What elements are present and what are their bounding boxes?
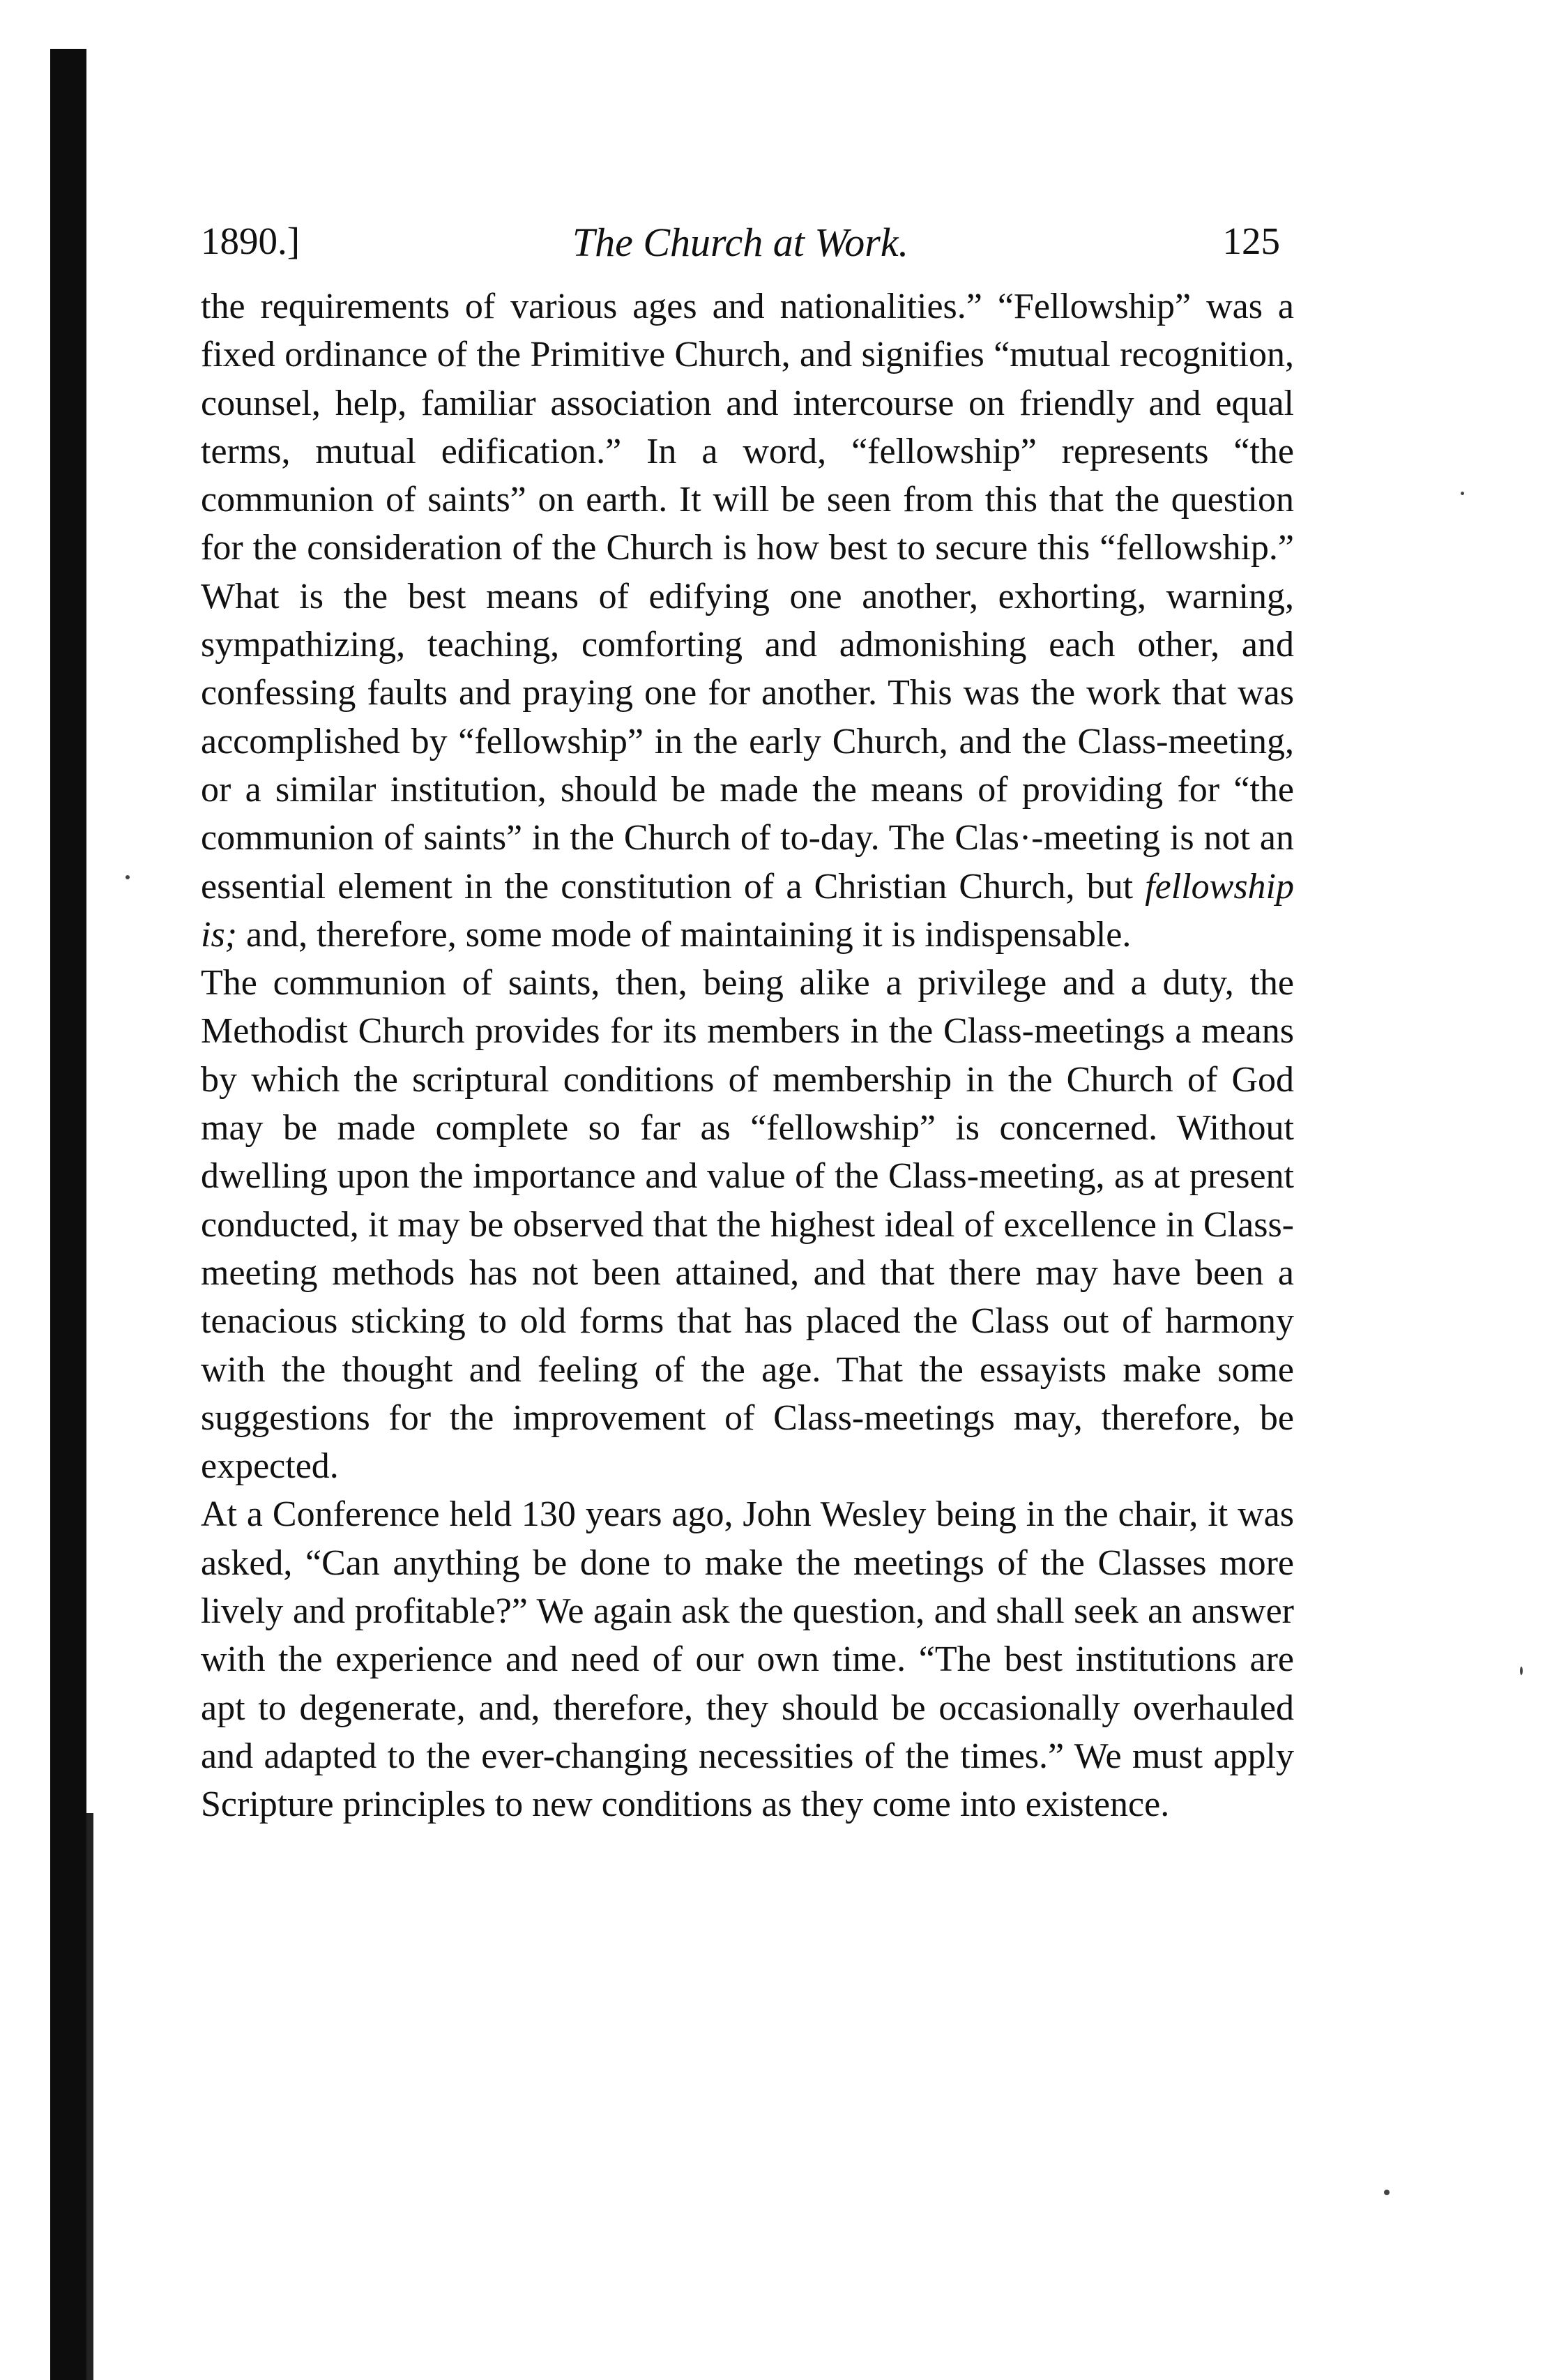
paper-speck bbox=[1520, 1667, 1523, 1675]
paper-speck bbox=[125, 875, 130, 879]
paragraph-1-italic: fellowship is; bbox=[201, 866, 1295, 955]
paper-speck bbox=[1461, 492, 1464, 495]
body-text bbox=[201, 282, 1294, 1829]
page-binding-edge bbox=[50, 49, 86, 2380]
page-number: 125 bbox=[1222, 220, 1280, 262]
running-head bbox=[201, 209, 1280, 272]
paragraph-1-text: the requirements of various ages and nationalities.” “Fellowship” was a fixed ordinance of the Primitive Church, and signifies “mutual recognition, counsel, help, familiar association and intercourse on friendly and equal terms, mutual edification.” In a word, “fellowship” represents “the communion of saints” on earth. It will be seen from this that the question for the consideration of the Church is how best to secure this “fellowship.” What is the best means of edifying one another, exhorting, warning, sympathizing, teaching, comforting and admonishing each other, and confessing faults and praying one for another. This was the work that was accomplished by “fellowship” in the early Church, and the Class-meeting, or a similar institution, should be made the means of providing for “the communion of saints” in the Church of to-day. The Clas·-meeting is not an essential element in the constitution of a Christian Church, but bbox=[201, 287, 1294, 907]
running-head-title: The Church at Work. bbox=[572, 220, 909, 265]
paragraph-3 bbox=[201, 1490, 1294, 1828]
paragraph-2 bbox=[201, 959, 1294, 1490]
paragraph-1-tail: and, therefore, some mode of maintaining it is indispensable. bbox=[237, 914, 1132, 955]
paper-speck bbox=[1384, 2190, 1390, 2195]
running-head-year: 1890.] bbox=[201, 220, 300, 262]
paragraph-3-text: At a Conference held 130 years ago, John Wesley being in the chair, it was asked, “Can anything be done to make the meetings of the Classes more lively and profitable?” We again ask the question, and shall seek an answer with the experience and need of our own time. “The best institutions are apt to degenerate, and, therefore, they should be occasionally overhauled and adapted to the ever-changing necessities of the times.” We must apply Scripture principles to new conditions as they come into existence. bbox=[201, 1494, 1294, 1825]
page-binding-shadow bbox=[86, 1813, 93, 2380]
paragraph-2-text: The communion of saints, then, being alike a privilege and a duty, the Methodist Church provides for its members in the Class-meetings a means by which the scriptural conditions of membership in the Church of God may be made complete so far as “fellowship” is concerned. Without dwelling upon the importance and value of the Class-meeting, as at present conducted, it may be observed that the highest ideal of excellence in Class-meeting methods has not been attained, and that there may have been a tenacious sticking to old forms that has placed the Class out of harmony with the thought and feeling of the age. That the essayists make some suggestions for the improvement of Class-meetings may, therefore, be expected. bbox=[201, 963, 1294, 1487]
paragraph-1 bbox=[201, 282, 1294, 959]
